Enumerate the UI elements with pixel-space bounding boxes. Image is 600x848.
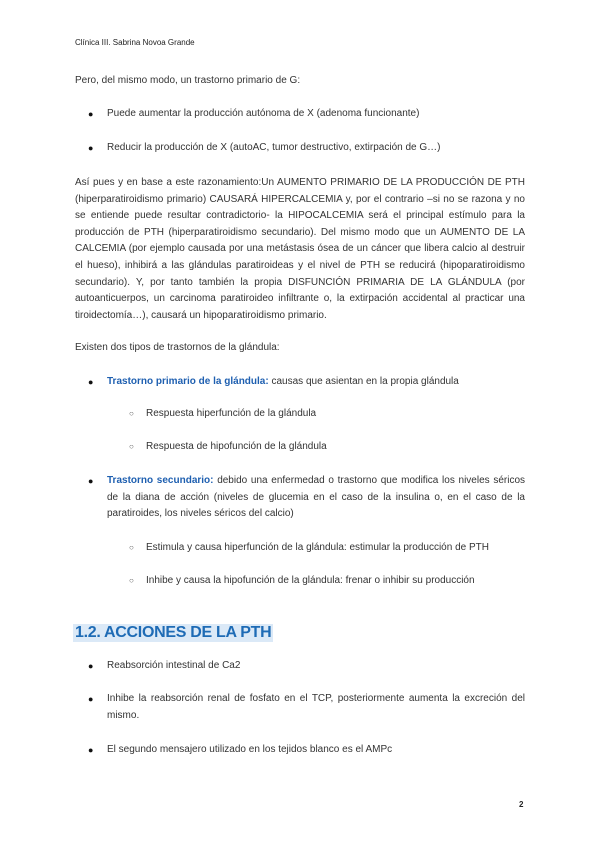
list-item [88, 742, 525, 759]
bullet-icon: ● [88, 694, 94, 704]
list-item-text: Inhibe y causa la hipofunción de la glándula: frenar o inhibir su producción [146, 575, 475, 586]
page-number: 2 [519, 800, 524, 809]
section-title: 1.2. ACCIONES DE LA PTH [75, 624, 272, 641]
list-item-text: Reducir la producción de X (autoAC, tumor destructivo, extirpación de G…) [107, 142, 441, 153]
list-item [88, 140, 525, 157]
bullet-icon: ● [88, 661, 94, 671]
term: Trastorno secundario: [107, 475, 214, 486]
list-item [88, 374, 525, 391]
list-item-text: Puede aumentar la producción autónoma de X (adenoma funcionante) [107, 108, 420, 119]
sub-list-item [129, 540, 525, 557]
list-item [88, 106, 525, 123]
types-intro: Existen dos tipos de trastornos de la glándula: [75, 342, 280, 353]
list-item-text: Inhibe la reabsorción renal de fosfato en el TCP, posteriormente aumenta la excreción del mismo. [107, 693, 525, 721]
term: Trastorno primario de la glándula: [107, 376, 269, 387]
page-header: Clínica III. Sabrina Novoa Grande [75, 38, 195, 47]
bullet-icon: ● [88, 143, 94, 153]
bullet-icon: ● [88, 377, 94, 387]
circle-bullet-icon: ○ [129, 409, 134, 418]
circle-bullet-icon: ○ [129, 442, 134, 451]
list-item-text: causas que asientan en la propia glándula [268, 376, 459, 387]
body-paragraph: Así pues y en base a este razonamiento:Un AUMENTO PRIMARIO DE LA PRODUCCIÓN DE PTH (hiperparatiroidismo primario) CAUSARÁ HIPERCALCEMIA y, por el contrario –si no se razona y no se entiende puede resultar contradictorio- la HIPOCALCEMIA será el principal estímulo para la producción de PTH (hiperparatiroidismo secundario). Del mismo modo que un AUMENTO DE LA CALCEMIA (por ejemplo causada por una metástasis ósea de un cáncer que libera calcio al destruir el hueso), inhibirá a las glándulas paratiroideas y el nivel de PTH se reducirá (hipoparatiroidismo secundario). Y, por tanto también la propia DISFUNCIÓN PRIMARIA DE LA GLÁNDULA (por autoanticuerpos, un carcinoma paratiroideo infiltrante o, la extirpación accidental al practicar una tiroidectomía…), causará un hipoparatiroidismo primario. [75, 177, 525, 321]
list-item-text: Reabsorción intestinal de Ca2 [107, 660, 241, 671]
list-item-text: debido una enfermedad o trastorno que modifica los niveles séricos de la diana de acción (niveles de glucemia en el caso de la insulina o, en el caso de la paratiroides, los niveles séricos del calcio) [107, 475, 526, 520]
circle-bullet-icon: ○ [129, 543, 134, 552]
bullet-icon: ● [88, 476, 94, 486]
list-item-text: Estimula y causa hiperfunción de la glándula: estimular la producción de PTH [146, 542, 489, 553]
list-item-text: El segundo mensajero utilizado en los tejidos blanco es el AMPc [107, 744, 393, 755]
list-item [88, 473, 526, 523]
sub-list-item [129, 439, 525, 456]
circle-bullet-icon: ○ [129, 576, 134, 585]
list-item [88, 658, 525, 675]
sub-list-item [129, 573, 525, 590]
bullet-icon: ● [88, 109, 94, 119]
intro-text: Pero, del mismo modo, un trastorno primario de G: [75, 75, 301, 86]
list-item-text: Respuesta hiperfunción de la glándula [146, 408, 317, 419]
bullet-icon: ● [88, 745, 94, 755]
sub-list-item [129, 406, 525, 423]
list-item [88, 691, 525, 724]
list-item-text: Respuesta de hipofunción de la glándula [146, 441, 327, 452]
